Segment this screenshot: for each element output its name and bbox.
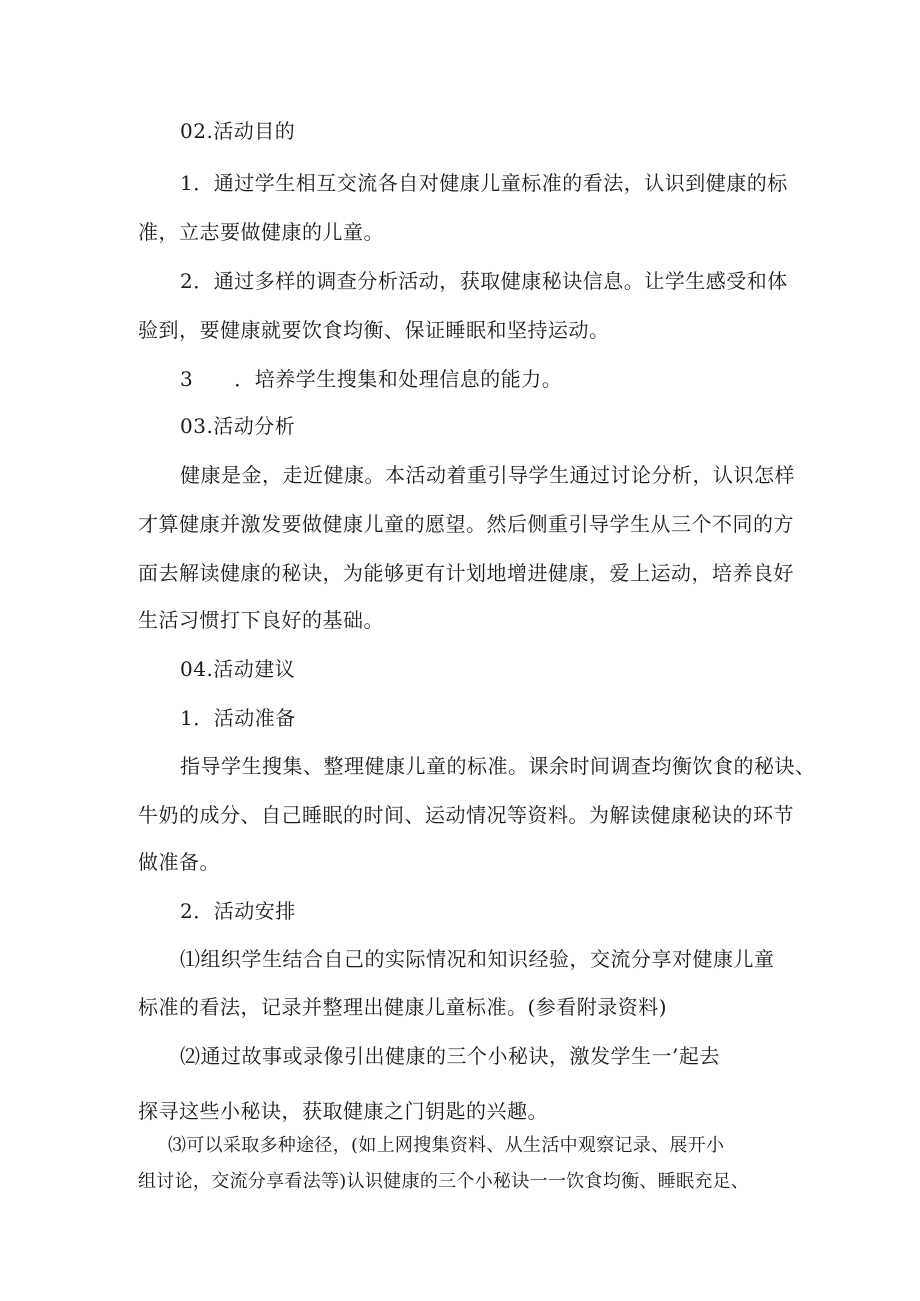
arrangement-step-1-line-1: ⑴组织学生结合自己的实际情况和知识经验，交流分享对健康儿童 — [180, 947, 775, 971]
objective-item-2-line-1: 2．通过多样的调查分析活动，获取健康秘诀信息。让学生感受和体 — [180, 269, 788, 293]
objective-item-2-line-2: 验到，要健康就要饮食均衡、保证睡眠和坚持运动。 — [138, 318, 610, 342]
analysis-paragraph-line-2: 才算健康并激发要做健康儿童的愿望。然后侧重引导学生从三个不同的方 — [138, 512, 794, 536]
preparation-line-2: 牛奶的成分、自己睡眠的时间、运动情况等资料。为解读健康秘诀的环节 — [138, 803, 794, 827]
suggestion-sub-1-title: 1．活动准备 — [180, 706, 296, 730]
suggestion-sub-2-title: 2．活动安排 — [180, 899, 296, 923]
arrangement-step-2-line-2: 探寻这些小秘诀，获取健康之门钥匙的兴趣。 — [138, 1099, 548, 1123]
analysis-paragraph-line-3: 面去解读健康的秘诀，为能够更有计划地增进健康，爱上运动，培养良好 — [138, 561, 794, 585]
preparation-line-3: 做准备。 — [138, 850, 220, 874]
objective-item-1-line-2: 准，立志要做健康的儿童。 — [138, 220, 384, 244]
arrangement-step-1-line-2: 标准的看法，记录并整理出健康儿童标准。(参看附录资料) — [138, 995, 668, 1019]
analysis-paragraph-line-1: 健康是金，走近健康。本活动着重引导学生通过讨论分析，认识怎样 — [180, 463, 795, 487]
arrangement-step-3-line-2: 组讨论，交流分享看法等)认识健康的三个小秘诀一一饮食均衡、睡眠充足、 — [138, 1171, 750, 1192]
analysis-paragraph-line-4: 生活习惯打下良好的基础。 — [138, 608, 384, 632]
preparation-line-1: 指导学生搜集、整理健康儿童的标准。课余时间调查均衡饮食的秘诀、 — [180, 754, 816, 778]
arrangement-step-2-line-1: ⑵通过故事或录像引出健康的三个小秘诀，激发学生一’起去 — [180, 1044, 720, 1068]
section-heading-02: 02.活动目的 — [180, 119, 296, 143]
arrangement-step-3-line-1: ⑶可以采取多种途径，(如上网搜集资料、从生活中观察记录、展开小 — [168, 1135, 725, 1156]
objective-item-3: 3 ．培养学生搜集和处理信息的能力。 — [180, 367, 563, 391]
section-heading-03: 03.活动分析 — [180, 414, 296, 438]
section-heading-04: 04.活动建议 — [180, 657, 296, 681]
objective-item-1-line-1: 1．通过学生相互交流各自对健康儿童标准的看法，认识到健康的标 — [180, 171, 788, 195]
